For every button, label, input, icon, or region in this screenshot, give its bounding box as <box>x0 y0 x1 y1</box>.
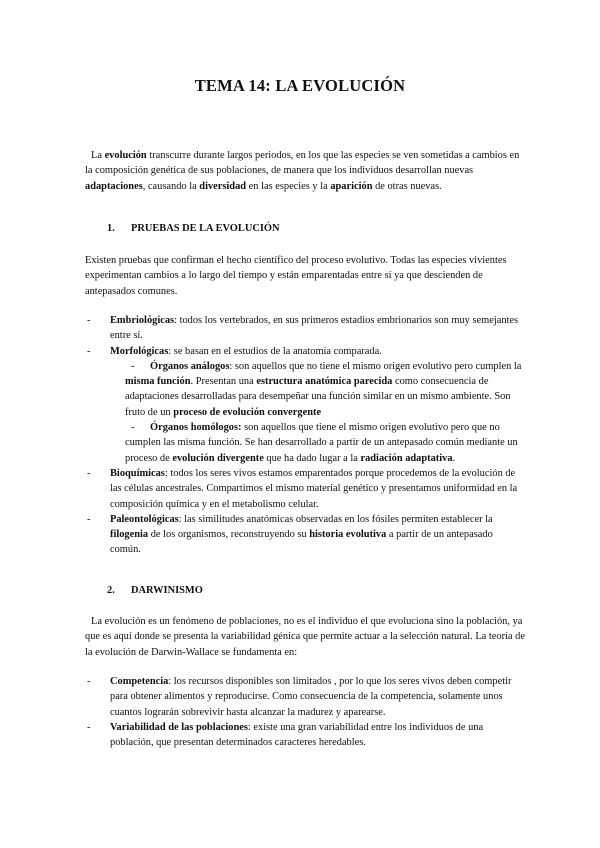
list-item-morfologicas: - Morfológicas: se basan en el estudios de la anatomía comparada. - Órganos análogos: son aquellos que no tiene el mismo origen evolutivo pero cumplen la misma función. Presentan una estructura anatómica parecida como consecuencia de adaptaciones desarrolladas para desempeñar una función similar en un mismo ambiente. Son fruto de un proceso de evolución convergente - Órganos homólogos: son aquellos que tiene el mismo origen evolutivo pero que no cumplen las misma función. Se han desarrollado a partir de un antepasado común mediante un proceso de evolución divergente que ha dado lugar a la radiación adaptativa. <box>85 344 525 466</box>
evidence-list <box>85 313 525 558</box>
list-item-paleontologicas: - Paleontológicas: las similitudes anatómicas observadas en los fósiles permiten establecer la filogenia de los organismos, reconstruyendo su historia evolutiva a partir de un antepasado común. <box>87 513 493 556</box>
section-heading-darwinismo: 2. DARWINISMO <box>107 585 203 596</box>
sublist-item-organos-analogos: - Órganos análogos: son aquellos que no tiene el mismo origen evolutivo pero cumplen la misma función. Presentan una estructura anatómica parecida como consecuencia de adaptaciones desarrolladas para desempeñar una función similar en un mismo ambiente. Son fruto de un proceso de evolución convergente <box>125 360 522 418</box>
list-item-bioquimicas: - Bioquímicas: todos los seres vivos estamos emparentados porque procedemos de la evolución de las células ancestrales. Compartimos el mismo material genético y presentamos uniformidad en la composición química y en el metabolismo celular. <box>87 467 518 510</box>
section1-paragraph: Existen pruebas que confirman el hecho científico del proceso evolutivo. Todas las especies vivientes experimentan cambios a lo largo del tiempo y están emparentadas entre sí ya que descienden de antepasados comunes. <box>85 255 507 297</box>
sublist-item-organos-homologos: - Órganos homólogos: son aquellos que tiene el mismo origen evolutivo pero que no cumplen las misma función. Se han desarrollado a partir de un antepasado común mediante un proceso de evolución divergente que ha dado lugar a la radiación adaptativa. <box>125 422 518 464</box>
list-item-variabilidad: - Variabilidad de las poblaciones: existe una gran variabilidad entre los individuos de una población, que presentan determinados caracteres heredables. <box>87 721 484 749</box>
section-heading-pruebas: 1. PRUEBAS DE LA EVOLUCIÓN <box>107 223 280 234</box>
darwinism-list <box>85 674 525 750</box>
page-title: TEMA 14: LA EVOLUCIÓN <box>194 76 406 95</box>
list-item-competencia: - Competencia: los recursos disponibles son limitados , por lo que los seres vivos deben competir para obtener alimentos y reproducirse. Como consecuencia de la competencia, solamente unos cuantos lograrán sobrevivir hasta alcanzar la madurez y aparearse. <box>87 676 512 718</box>
intro-paragraph: La evolución transcurre durante largos periodos, en los que las especies se ven sometidas a cambios en la composición genética de sus poblaciones, de manera que los individuos desarrollan nuevas adaptaciones, causando la diversidad en las especies y la aparición de otras nuevas. <box>85 150 520 192</box>
section2-paragraph: La evolución es un fenómeno de poblaciones, no es el individuo el que evoluciona sino la población, ya que es aquí donde se presenta la variabilidad génica que permite actuar a la selección natural. La teoría de la evolución de Darwin-Wallace se fundamenta en: <box>85 616 525 658</box>
list-item-embriologicas: - Embriológicas: todos los vertebrados, en sus primeros estadios embrionarios son muy semejantes entre sí. <box>87 315 519 342</box>
